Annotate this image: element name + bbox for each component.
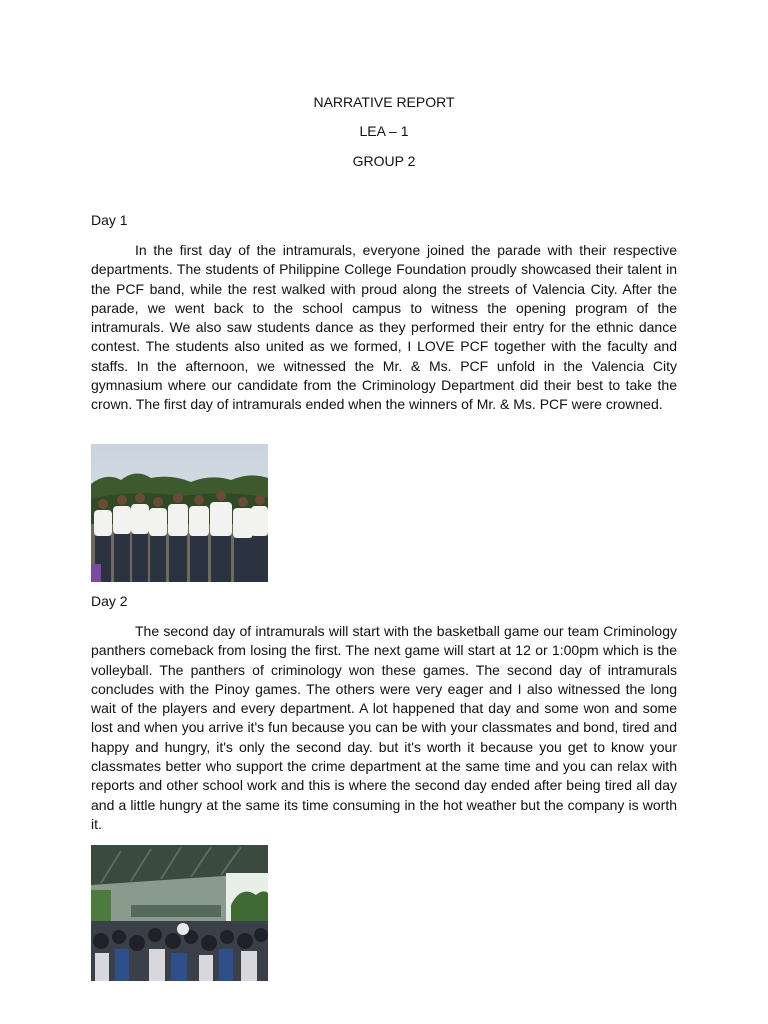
report-title: NARRATIVE REPORT <box>313 94 455 110</box>
day1-photo-students-lineup <box>91 444 268 582</box>
day2-heading: Day 2 <box>91 593 128 609</box>
day1-paragraph: In the first day of the intramurals, everyone joined the parade with their respective departments. The students of Philippine College Foundation proudly showcased their talent in the PCF band, while the rest walked with proud along the streets of Valencia City. After the parade, we went back to the school campus to witness the opening program of the intramurals. We also saw students dance as they performed their entry for the ethnic dance contest. The students also united as we formed, I LOVE PCF together with the faculty and staffs. In the afternoon, we witnessed the Mr. & Ms. PCF unfold in the Valencia City gymnasium where our candidate from the Criminology Department did their best to take the crown. The first day of intramurals ended when the winners of Mr. & Ms. PCF were crowned. <box>91 242 677 413</box>
day1-heading: Day 1 <box>91 212 128 228</box>
report-group: GROUP 2 <box>352 153 416 169</box>
report-subtitle: LEA – 1 <box>359 123 409 139</box>
day2-paragraph: The second day of intramurals will start with the basketball game our team Criminology panthers comeback from losing the first. The next game will start at 12 or 1:00pm which is the volleyball. The panthers of criminology won these games. The second day of intramurals concludes with the Pinoy games. The others were very eager and I also witnessed the long wait of the players and every department. A lot happened that day and some won and some lost and when you arrive it's fun because you can be with your classmates and bond, tired and happy and hungry, it's only the second day. but it's worth it because you get to know your classmates better who support the crime department at the same time and you can relax with reports and other school work and this is where the second day ended after being tired all day and a little hungry at the same its time consuming in the hot weather but the company is worth it. <box>91 623 677 832</box>
day2-photo-gym-crowd <box>91 845 268 981</box>
